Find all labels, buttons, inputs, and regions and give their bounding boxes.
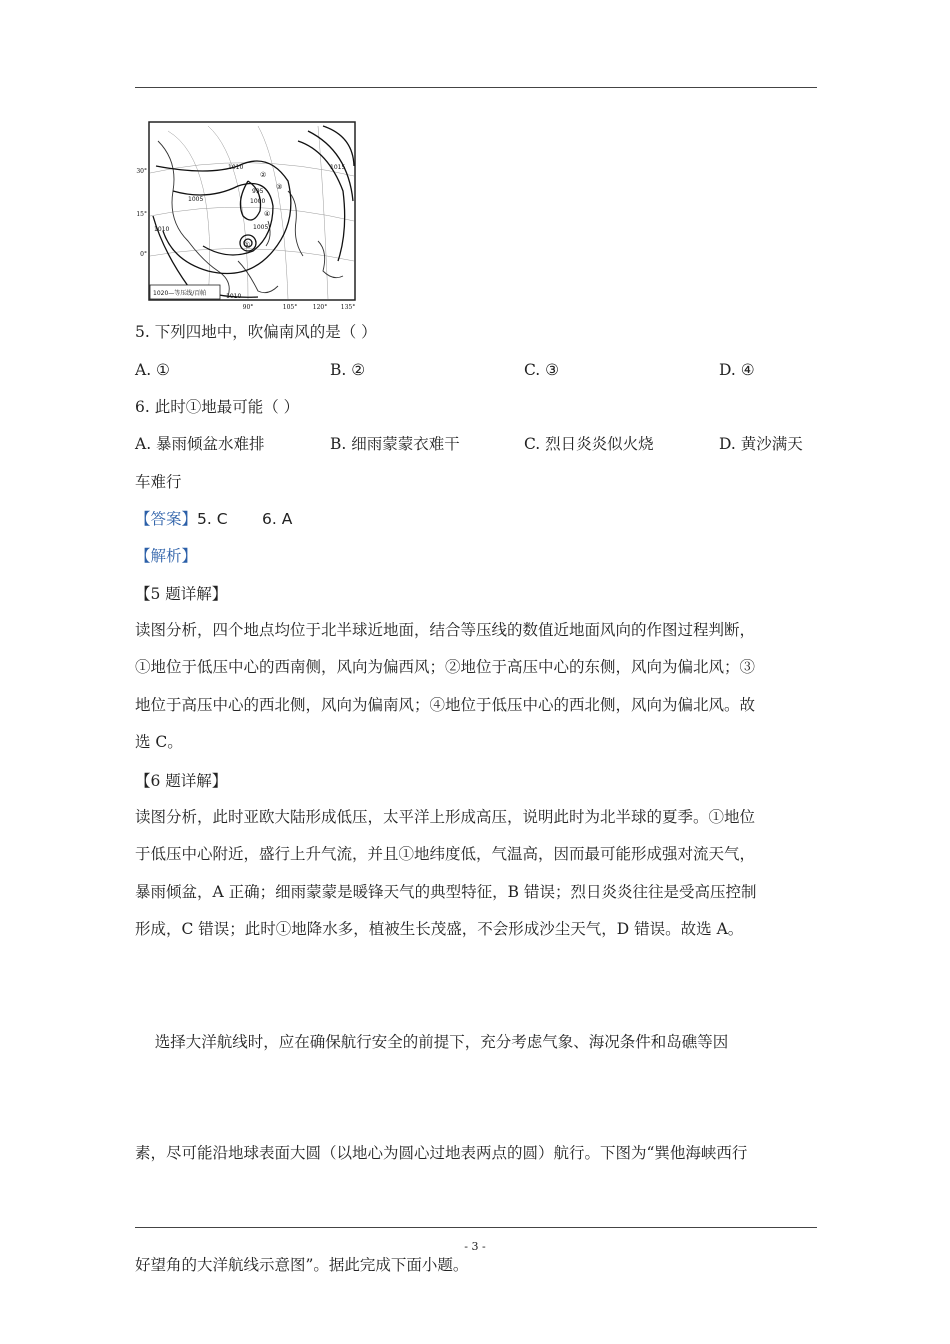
detail-6-body (135, 799, 817, 948)
isobar-label: 1010 (228, 164, 244, 171)
header-rule (135, 87, 817, 88)
map-legend: 1020—等压线/百帕 (153, 290, 207, 297)
isobar-label: 1005 (253, 224, 269, 231)
isobar-map (136, 121, 358, 311)
answer-line (135, 509, 292, 529)
page-number: - 3 - (464, 1240, 486, 1253)
q5-option-a: A. ① (135, 361, 170, 379)
lon-label: 90° (242, 304, 254, 311)
lon-label: 105° (282, 304, 298, 311)
text-line: 于低压中心附近，盛行上升气流，并且①地纬度低，气温高，因而最可能形成强对流天气， (135, 845, 756, 864)
q6-stem: 6. 此时①地最可能（ ） (135, 398, 300, 416)
text-line: 选 C。 (135, 732, 183, 751)
q5-stem: 5. 下列四地中，吹偏南风的是（ ） (135, 323, 377, 341)
text-line: ①地位于低压中心的西南侧，风向为偏西风；②地位于高压中心的东侧，风向为偏北风；③ (135, 658, 756, 677)
text-line: 形成，C 错误；此时①地降水多，植被生长茂盛，不会形成沙尘天气，D 错误。故选 A。 (135, 919, 744, 938)
text-line: 读图分析，此时亚欧大陆形成低压，太平洋上形成高压，说明此时为北半球的夏季。①地位 (135, 808, 756, 826)
q5-option-c: C. ③ (524, 361, 560, 379)
detail-5-body (135, 612, 817, 761)
lat-label: 15° (136, 211, 147, 218)
place-mark-1: ① (244, 241, 251, 249)
isobar-label: 1010 (154, 226, 170, 233)
isobar-label: 1005 (188, 196, 204, 203)
detail-5-title: 【5 题详解】 (135, 585, 228, 603)
q6-option-d-continued: 车难行 (135, 473, 182, 491)
lat-label: 30° (136, 168, 147, 175)
text-line: 好望角的大洋航线示意图”。据此完成下面小题。 (135, 1256, 469, 1275)
lon-label: 120° (312, 304, 328, 311)
lon-label: 135° (340, 304, 356, 311)
answer-label: 【答案】 (135, 510, 198, 528)
q6-option-b: B. 细雨蒙蒙衣难干 (330, 435, 460, 453)
text-line: 地位于高压中心的西北侧，风向为偏南风；④地位于低压中心的西北侧，风向为偏北风。故 (135, 695, 756, 714)
text-line: 素，尽可能沿地球表面大圆（以地心为圆心过地表两点的圆）航行。下图为“巽他海峡西行 (135, 1144, 748, 1163)
place-mark-4: ④ (264, 210, 271, 218)
text-line: 读图分析，四个地点均位于北半球近地面，结合等压线的数值近地面风向的作图过程判断， (135, 621, 756, 639)
isobar-label: 1015 (330, 164, 346, 171)
footer-rule (135, 1227, 817, 1228)
q6-option-c: C. 烈日炎炎似火烧 (524, 435, 654, 453)
isobar-label: 1000 (250, 198, 266, 205)
isobar-label: 1010 (226, 293, 242, 300)
isobar-label: 995 (252, 188, 264, 195)
place-mark-2: ② (260, 171, 267, 179)
q6-option-a: A. 暴雨倾盆水难排 (135, 435, 265, 453)
place-mark-3: ③ (276, 183, 283, 191)
analysis-label: 【解析】 (135, 547, 198, 565)
q6-option-d: D. 黄沙满天 (719, 435, 803, 453)
intro-paragraph (135, 949, 817, 1322)
answer-text: 5. C 6. A (197, 510, 293, 528)
q5-option-d: D. ④ (719, 361, 755, 379)
q5-option-b: B. ② (330, 361, 366, 379)
text-line: 暴雨倾盆，A 正确；细雨蒙蒙是暖锋天气的典型特征，B 错误；烈日炎炎往往是受高压控制 (135, 882, 757, 901)
lat-label: 0° (140, 251, 147, 258)
text-line: 选择大洋航线时，应在确保航行安全的前提下，充分考虑气象、海况条件和岛礁等因 (135, 1032, 729, 1051)
detail-6-title: 【6 题详解】 (135, 772, 228, 790)
